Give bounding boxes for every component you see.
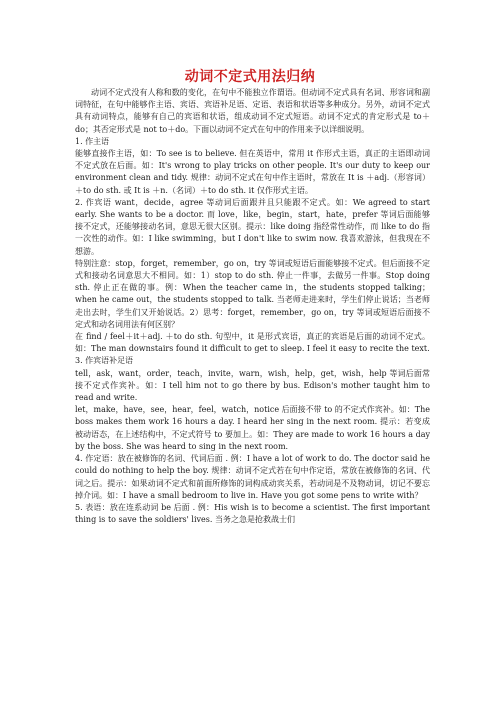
- paragraph-attribute: 4. 作定语：放在被修饰的名词、代词后面 . 例：I have a lot of work to do. The doctor said he could do nothing to help the boy. 规律：动词不定式若在句中作定语，常放在被修饰的名词、代词之后。提示：如果动词不定式和前面所修饰的词构成动宾关系，若动词是不及物动词，切记不要忘掉介词。如：I have a small bedroom to live in. Have you got some pens to write with？: [75, 454, 430, 500]
- paragraph-complement-bare: let，make，have，see，hear，feel，watch，notice 后面接不带 to 的不定式作宾补。如：The boss makes them work 16 hours a day. I heard her sing in the next room. 提示：若变成被动语态，在上述结构中，不定式符号 to 要加上。如：They are made to work 16 hours a day by the boss. She was heard to sing in the next room.: [75, 405, 430, 451]
- paragraph-predicative: 5. 表语：放在连系动词 be 后面 . 例：His wish is to become a scientist. The first important thing is to save the soldiers' lives. 当务之急是抢救战士们: [75, 502, 430, 525]
- section-heading-subject: 1. 作主语: [75, 136, 110, 146]
- section-heading-complement: 3. 作宾语补足语: [75, 356, 134, 366]
- paragraph-subject: 能够直接作主语，如：To see is to believe. 但在英语中，常用 it 作形式主语，真正的主语即动词不定式放在后面。如：It's wrong to play tricks on other people. It's our duty to keep our environment clean and tidy. 规律：动词不定式在句中作主语时，常放在 It is ＋adj.（形容词）＋to do sth. 或 It is ＋n.（名词）＋to do sth. it 仅作形式主语。: [75, 149, 430, 195]
- paragraph-formal-object: 在 find / feel＋it＋adj. ＋to do sth. 句型中，it 是形式宾语，真正的宾语是后面的动词不定式。如：The man downstairs found it difficult to get to sleep. I feel it easy to recite the text.: [75, 332, 430, 354]
- paragraph-complement-to: tell，ask，want，order，teach，invite，warn，wish，help，get，wish，help 等词后面常接不定式作宾补。如：I tell him not to go there by bus. Edison's mother taught him to read and write.: [75, 368, 430, 403]
- intro-paragraph: 动词不定式没有人称和数的变化，在句中不能独立作谓语。但动词不定式具有名词、形容词和副词特征，在句中能够作主语、宾语、宾语补足语、定语、表语和状语等多种成分。另外，动词不定式具有动词特点，能够有自己的宾语和状语，组成动词不定式短语。动词不定式的肯定形式是 to＋do；其否定形式是 not to＋do。下面以动词不定式在句中的作用来予以详细说明。: [75, 88, 430, 134]
- paragraph-object: 2. 作宾语 want，decide，agree 等动词后面跟并且只能跟不定式。如：We agreed to start early. She wants to be a doctor. 而 love，like，begin，start，hate，prefer 等词后面能够接不定式，还能够接动名词，意思无很大区别。提示：like doing 指经常性动作，而 like to do 指一次性的动作。如：I like swimming，but I don't like to swim now. 我喜欢游泳，但我现在不想游。: [75, 197, 430, 256]
- document-title: 动词不定式用法归纳: [184, 69, 316, 85]
- document-body: [75, 87, 430, 526]
- paragraph-special-note: 特别注意：stop，forget，remember，go on，try 等词或短语后面能够接不定式。但后面接不定式和接动名词意思大不相同。如：1）stop to do sth. 停止一件事，去做另一件事。Stop doing sth. 停止正在做的事。例：When the teacher came in，the students stopped talking；when he came out，the students stopped to talk. 当老师走进来时，学生们停止说话；当老师走出去时，学生们又开始说话。2）思考：forget，remember，go on，try 等词或短语后面接不定式和动名词用法有何区别？: [75, 258, 430, 329]
